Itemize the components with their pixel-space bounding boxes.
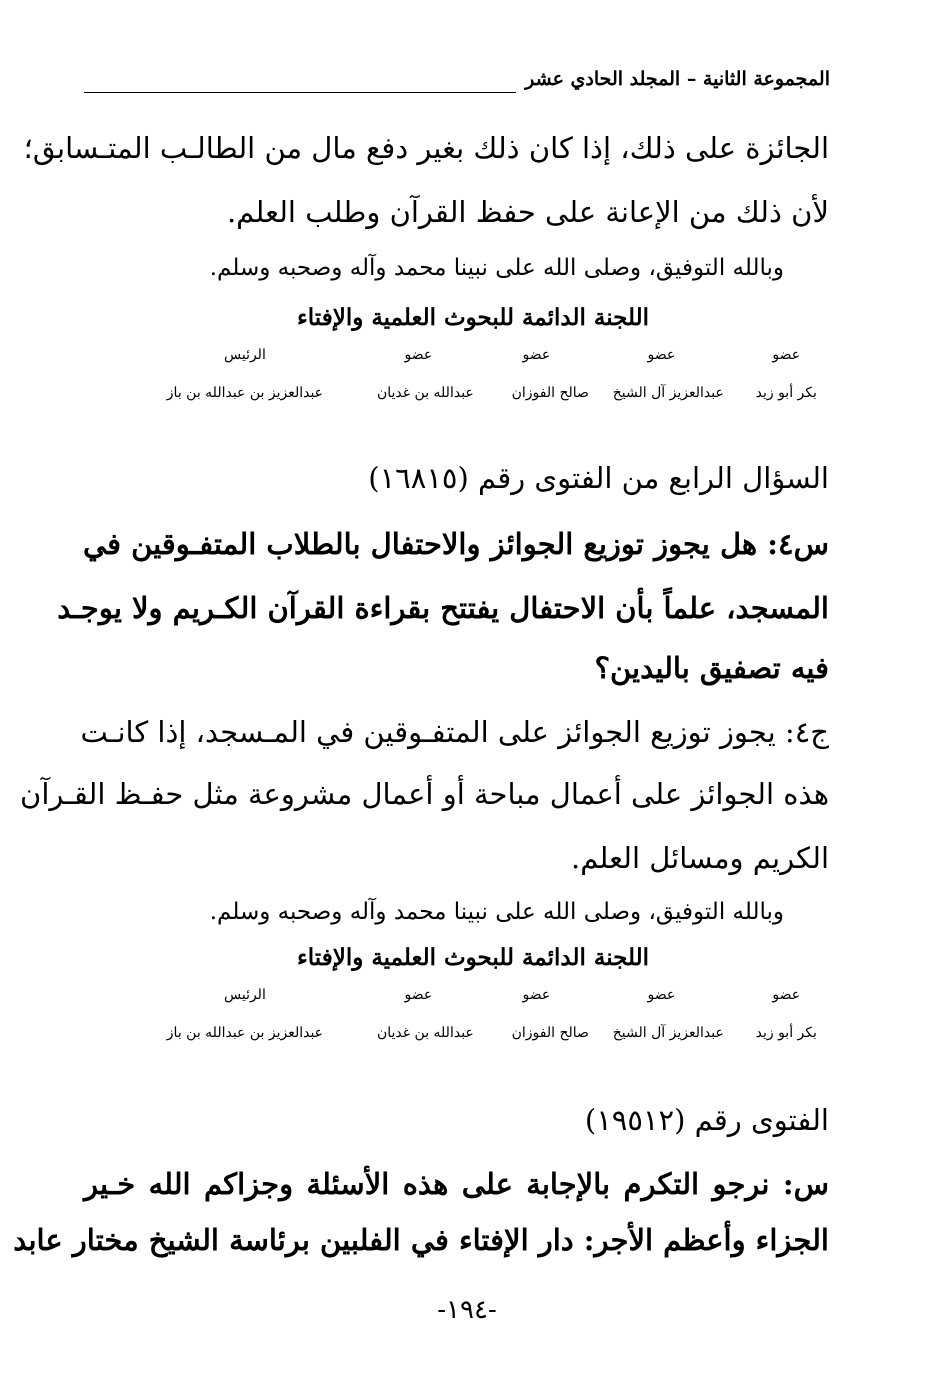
signatory-role: عضو xyxy=(647,347,676,363)
fatwa2-question-line-2: المسجد، علماً بأن الاحتفال يفتتح بقراءة القرآن الكـريم ولا يوجـد xyxy=(57,591,829,625)
fatwa1-line-1: الجائزة على ذلك، إذا كان ذلك بغير دفع مال من الطالـب المتـسابق؛ xyxy=(23,131,829,165)
fatwa2-answer-line-2: هذه الجوائز على أعمال مباحة أو أعمال مشروعة مثل حفـظ القـرآن xyxy=(20,777,829,811)
signatory-name: بكر أبو زيد xyxy=(755,1025,817,1041)
fatwa2-question-line-1: س٤: هل يجوز توزيع الجوائز والاحتفال بالطلاب المتفـوقين في xyxy=(82,527,829,561)
fatwa3-heading: الفتوى رقم (١٩٥١٢) xyxy=(584,1103,829,1137)
signatory-role: الرئيس xyxy=(223,347,266,363)
fatwa3-question-line-2: الجزاء وأعظم الأجر: دار الإفتاء في الفلبين برئاسة الشيخ مختار عابد xyxy=(13,1223,829,1257)
page-number: -١٩٤- xyxy=(437,1295,497,1325)
fatwa1-signatory-roles xyxy=(120,347,814,369)
signatory-name: عبدالعزيز آل الشيخ xyxy=(612,1025,724,1041)
signatory-name: صالح الفوزان xyxy=(511,385,589,401)
signatory-role: عضو xyxy=(522,987,551,1003)
signatory-role: عضو xyxy=(647,987,676,1003)
signatory-role: عضو xyxy=(522,347,551,363)
fatwa2-answer-line-3: الكريم ومسائل العلم. xyxy=(571,841,829,875)
fatwa2-question-line-3: فيه تصفيق باليدين؟ xyxy=(594,651,829,685)
fatwa2-signatory-roles xyxy=(120,987,814,1009)
fatwa2-heading: السؤال الرابع من الفتوى رقم (١٦٨١٥) xyxy=(368,461,829,495)
fatwa1-line-2: لأن ذلك من الإعانة على حفظ القرآن وطلب العلم. xyxy=(226,195,829,229)
fatwa2-answer-line-1: ج٤: يجوز توزيع الجوائز على المتفـوقين في المـسجد، إذا كانـت xyxy=(80,715,829,749)
signatory-role: الرئيس xyxy=(223,987,266,1003)
fatwa2-closing: وبالله التوفيق، وصلى الله على نبينا محمد وآله وصحبه وسلم. xyxy=(209,899,784,925)
header-rule xyxy=(84,92,516,93)
signatory-name: عبدالعزيز بن عبدالله بن باز xyxy=(166,1025,324,1041)
fatwa1-closing: وبالله التوفيق، وصلى الله على نبينا محمد وآله وصحبه وسلم. xyxy=(209,255,784,281)
fatwa1-committee-name: اللجنة الدائمة للبحوث العلمية والإفتاء xyxy=(296,304,649,331)
running-header-title: المجموعة الثانية – المجلد الحادي عشر xyxy=(525,68,830,90)
signatory-name: عبدالعزيز آل الشيخ xyxy=(612,385,724,401)
signatory-name: صالح الفوزان xyxy=(511,1025,589,1041)
fatwa1-signatory-names xyxy=(120,385,817,407)
fatwa2-committee-name: اللجنة الدائمة للبحوث العلمية والإفتاء xyxy=(296,944,649,971)
signatory-role: عضو xyxy=(404,987,433,1003)
signatory-role: عضو xyxy=(772,347,801,363)
signatory-name: عبدالله بن غديان xyxy=(376,385,474,401)
signatory-name: عبدالله بن غديان xyxy=(376,1025,474,1041)
signatory-role: عضو xyxy=(404,347,433,363)
signatory-role: عضو xyxy=(772,987,801,1003)
signatory-name: عبدالعزيز بن عبدالله بن باز xyxy=(166,385,324,401)
fatwa3-question-line-1: س: نرجو التكرم بالإجابة على هذه الأسئلة وجزاكم الله خـير xyxy=(84,1167,829,1201)
fatwa2-signatory-names xyxy=(120,1025,817,1047)
signatory-name: بكر أبو زيد xyxy=(755,385,817,401)
